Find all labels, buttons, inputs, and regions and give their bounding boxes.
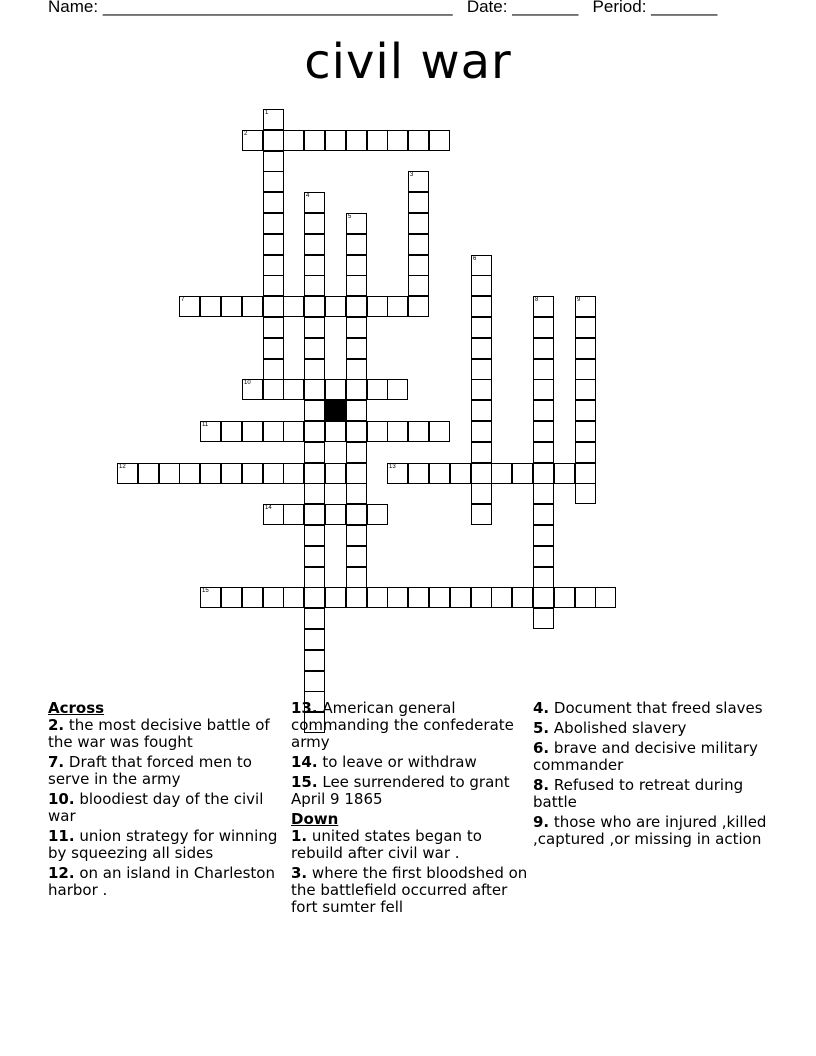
crossword-cell[interactable] bbox=[471, 504, 492, 525]
crossword-cell[interactable] bbox=[471, 587, 492, 608]
crossword-cell[interactable] bbox=[367, 130, 388, 151]
crossword-cell[interactable] bbox=[325, 504, 346, 525]
crossword-cell[interactable] bbox=[387, 379, 408, 400]
crossword-cell[interactable] bbox=[346, 483, 367, 504]
crossword-cell[interactable] bbox=[575, 483, 596, 504]
crossword-cell[interactable] bbox=[263, 213, 284, 234]
crossword-cell[interactable] bbox=[346, 359, 367, 380]
crossword-cell[interactable] bbox=[346, 338, 367, 359]
crossword-cell[interactable] bbox=[471, 275, 492, 296]
crossword-cell[interactable] bbox=[325, 587, 346, 608]
crossword-cell[interactable] bbox=[512, 463, 533, 484]
crossword-cell[interactable] bbox=[263, 109, 284, 130]
crossword-cell[interactable] bbox=[304, 255, 325, 276]
crossword-cell[interactable] bbox=[346, 275, 367, 296]
crossword-cell[interactable] bbox=[304, 629, 325, 650]
crossword-cell[interactable] bbox=[242, 296, 263, 317]
crossword-cell[interactable] bbox=[263, 317, 284, 338]
crossword-cell[interactable] bbox=[533, 546, 554, 567]
crossword-cell[interactable] bbox=[283, 587, 304, 608]
crossword-cell[interactable] bbox=[283, 463, 304, 484]
clue-across-12: 12. on an island in Charleston harbor . bbox=[48, 864, 275, 899]
clue-number-label: 5 bbox=[348, 214, 352, 220]
crossword-cell[interactable] bbox=[325, 379, 346, 400]
crossword-cell[interactable] bbox=[575, 587, 596, 608]
clue-number-label: 14 bbox=[265, 505, 272, 511]
crossword-cell[interactable] bbox=[408, 421, 429, 442]
crossword-cell[interactable] bbox=[221, 463, 242, 484]
crossword-cell[interactable] bbox=[471, 400, 492, 421]
crossword-cell[interactable] bbox=[346, 525, 367, 546]
crossword-cell[interactable] bbox=[346, 296, 367, 317]
clues-column-3 bbox=[533, 700, 773, 851]
clue-number-label: 10 bbox=[244, 380, 251, 386]
crossword-cell[interactable] bbox=[429, 463, 450, 484]
crossword-cell[interactable] bbox=[304, 463, 325, 484]
crossword-cell[interactable] bbox=[367, 587, 388, 608]
crossword-cell[interactable] bbox=[304, 546, 325, 567]
crossword-cell[interactable] bbox=[346, 379, 367, 400]
crossword-cell[interactable] bbox=[200, 463, 221, 484]
clue-across-10: 10. bloodiest day of the civil war bbox=[48, 790, 264, 825]
crossword-cell[interactable] bbox=[554, 587, 575, 608]
crossword-cell[interactable] bbox=[367, 296, 388, 317]
crossword-cell[interactable] bbox=[304, 483, 325, 504]
clue-across-13: 13. American general commanding the confederate army bbox=[291, 699, 514, 751]
crossword-cell[interactable] bbox=[575, 317, 596, 338]
clue-down-3: 3. where the first bloodshed on the battlefield occurred after fort sumter fell bbox=[291, 864, 528, 916]
crossword-cell[interactable] bbox=[595, 587, 616, 608]
crossword-cell[interactable] bbox=[387, 421, 408, 442]
crossword-cell[interactable] bbox=[533, 587, 554, 608]
crossword-cell[interactable] bbox=[263, 192, 284, 213]
crossword-cell[interactable] bbox=[367, 421, 388, 442]
crossword-cell[interactable] bbox=[387, 463, 408, 484]
clue-number-label: 3 bbox=[410, 172, 414, 178]
crossword-cell[interactable] bbox=[533, 463, 554, 484]
crossword-cell[interactable] bbox=[471, 359, 492, 380]
crossword-cell[interactable] bbox=[304, 671, 325, 692]
crossword-cell[interactable] bbox=[263, 171, 284, 192]
crossword-cell[interactable] bbox=[533, 504, 554, 525]
crossword-cell[interactable] bbox=[346, 255, 367, 276]
clue-number-label: 11 bbox=[202, 422, 209, 428]
crossword-black-square bbox=[325, 400, 346, 421]
crossword-cell[interactable] bbox=[408, 275, 429, 296]
crossword-cell[interactable] bbox=[408, 463, 429, 484]
crossword-cell[interactable] bbox=[304, 608, 325, 629]
crossword-cell[interactable] bbox=[533, 296, 554, 317]
name-label: Name: bbox=[48, 0, 99, 16]
crossword-cell[interactable] bbox=[283, 379, 304, 400]
clue-down-1: 1. united states began to rebuild after civil war . bbox=[291, 827, 482, 862]
crossword-cell[interactable] bbox=[387, 130, 408, 151]
crossword-cell[interactable] bbox=[346, 463, 367, 484]
crossword-cell[interactable] bbox=[533, 338, 554, 359]
crossword-cell[interactable] bbox=[283, 504, 304, 525]
crossword-cell[interactable] bbox=[263, 587, 284, 608]
crossword-cell[interactable] bbox=[533, 525, 554, 546]
crossword-cell[interactable] bbox=[575, 400, 596, 421]
crossword-cell[interactable] bbox=[304, 213, 325, 234]
crossword-cell[interactable] bbox=[346, 587, 367, 608]
crossword-cell[interactable] bbox=[179, 296, 200, 317]
crossword-cell[interactable] bbox=[346, 400, 367, 421]
crossword-cell[interactable] bbox=[533, 442, 554, 463]
crossword-cell[interactable] bbox=[325, 296, 346, 317]
clue-across-2: 2. the most decisive battle of the war was fought bbox=[48, 716, 270, 751]
clues-column-2 bbox=[291, 700, 529, 919]
crossword-cell[interactable] bbox=[283, 130, 304, 151]
crossword-cell[interactable] bbox=[263, 338, 284, 359]
crossword-cell[interactable] bbox=[533, 400, 554, 421]
crossword-cell[interactable] bbox=[304, 275, 325, 296]
crossword-cell[interactable] bbox=[263, 234, 284, 255]
clue-number-label: 8 bbox=[535, 297, 539, 303]
crossword-cell[interactable] bbox=[221, 421, 242, 442]
crossword-cell[interactable] bbox=[429, 421, 450, 442]
clue-across-15: 15. Lee surrendered to grant April 9 1865 bbox=[291, 773, 510, 808]
crossword-cell[interactable] bbox=[221, 587, 242, 608]
clue-number-label: 1 bbox=[265, 110, 269, 116]
crossword-cell[interactable] bbox=[346, 317, 367, 338]
down-heading: Down bbox=[291, 810, 339, 828]
name-blank[interactable]: _____________________________________ bbox=[102, 0, 453, 16]
crossword-cell[interactable] bbox=[575, 379, 596, 400]
crossword-cell[interactable] bbox=[429, 587, 450, 608]
crossword-cell[interactable] bbox=[304, 296, 325, 317]
crossword-cell[interactable] bbox=[263, 151, 284, 172]
crossword-cell[interactable] bbox=[408, 255, 429, 276]
crossword-cell[interactable] bbox=[325, 463, 346, 484]
crossword-cell[interactable] bbox=[575, 421, 596, 442]
crossword-cell[interactable] bbox=[263, 504, 284, 525]
crossword-cell[interactable] bbox=[200, 296, 221, 317]
crossword-cell[interactable] bbox=[575, 338, 596, 359]
crossword-cell[interactable] bbox=[408, 234, 429, 255]
clue-number-label: 6 bbox=[473, 256, 477, 262]
crossword-cell[interactable] bbox=[304, 234, 325, 255]
clue-number-label: 9 bbox=[577, 297, 581, 303]
crossword-cell[interactable] bbox=[471, 317, 492, 338]
crossword-cell[interactable] bbox=[575, 442, 596, 463]
crossword-cell[interactable] bbox=[346, 442, 367, 463]
crossword-cell[interactable] bbox=[471, 338, 492, 359]
crossword-cell[interactable] bbox=[512, 587, 533, 608]
crossword-cell[interactable] bbox=[304, 504, 325, 525]
crossword-cell[interactable] bbox=[304, 317, 325, 338]
crossword-cell[interactable] bbox=[200, 587, 221, 608]
crossword-cell[interactable] bbox=[263, 255, 284, 276]
crossword-cell[interactable] bbox=[387, 587, 408, 608]
crossword-cell[interactable] bbox=[263, 275, 284, 296]
crossword-cell[interactable] bbox=[304, 130, 325, 151]
crossword-cell[interactable] bbox=[471, 255, 492, 276]
crossword-cell[interactable] bbox=[325, 130, 346, 151]
crossword-cell[interactable] bbox=[304, 379, 325, 400]
crossword-cell[interactable] bbox=[533, 359, 554, 380]
crossword-cell[interactable] bbox=[471, 296, 492, 317]
clue-number-label: 7 bbox=[181, 297, 185, 303]
crossword-cell[interactable] bbox=[304, 650, 325, 671]
crossword-cell[interactable] bbox=[346, 567, 367, 588]
crossword-cell[interactable] bbox=[304, 400, 325, 421]
crossword-cell[interactable] bbox=[387, 296, 408, 317]
clue-number-label: 2 bbox=[244, 131, 248, 137]
crossword-cell[interactable] bbox=[159, 463, 180, 484]
crossword-cell[interactable] bbox=[346, 213, 367, 234]
crossword-cell[interactable] bbox=[263, 130, 284, 151]
crossword-cell[interactable] bbox=[242, 130, 263, 151]
crossword-cell[interactable] bbox=[283, 296, 304, 317]
crossword-cell[interactable] bbox=[263, 359, 284, 380]
crossword-cell[interactable] bbox=[304, 338, 325, 359]
crossword-cell[interactable] bbox=[304, 359, 325, 380]
crossword-cell[interactable] bbox=[408, 296, 429, 317]
clue-number-label: 12 bbox=[119, 464, 126, 470]
crossword-cell[interactable] bbox=[471, 421, 492, 442]
crossword-cell[interactable] bbox=[471, 379, 492, 400]
crossword-cell[interactable] bbox=[263, 296, 284, 317]
clue-number-label: 15 bbox=[202, 588, 209, 594]
crossword-cell[interactable] bbox=[117, 463, 138, 484]
crossword-cell[interactable] bbox=[304, 421, 325, 442]
crossword-cell[interactable] bbox=[346, 546, 367, 567]
crossword-cell[interactable] bbox=[450, 587, 471, 608]
crossword-cell[interactable] bbox=[304, 567, 325, 588]
crossword-cell[interactable] bbox=[346, 234, 367, 255]
clue-number-label: 13 bbox=[389, 464, 396, 470]
crossword-cell[interactable] bbox=[408, 213, 429, 234]
crossword-cell[interactable] bbox=[471, 463, 492, 484]
date-label: Date: bbox=[466, 0, 508, 16]
crossword-cell[interactable] bbox=[367, 504, 388, 525]
crossword-cell[interactable] bbox=[408, 192, 429, 213]
date-blank[interactable]: _______ bbox=[512, 0, 579, 16]
page-title: civil war bbox=[304, 34, 512, 90]
crossword-cell[interactable] bbox=[304, 192, 325, 213]
clue-down-9: 9. those who are injured ,killed ,captured ,or missing in action bbox=[533, 813, 767, 848]
crossword-cell[interactable] bbox=[491, 587, 512, 608]
crossword-cell[interactable] bbox=[179, 463, 200, 484]
crossword-cell[interactable] bbox=[242, 587, 263, 608]
crossword-cell[interactable] bbox=[367, 379, 388, 400]
crossword-cell[interactable] bbox=[263, 421, 284, 442]
period-blank[interactable]: _______ bbox=[651, 0, 718, 16]
clue-down-4: 4. Document that freed slaves bbox=[533, 699, 763, 717]
crossword-cell[interactable] bbox=[533, 421, 554, 442]
crossword-cell[interactable] bbox=[575, 463, 596, 484]
crossword-cell[interactable] bbox=[575, 296, 596, 317]
crossword-cell[interactable] bbox=[533, 567, 554, 588]
crossword-cell[interactable] bbox=[450, 463, 471, 484]
across-heading: Across bbox=[48, 699, 105, 717]
crossword-cell[interactable] bbox=[242, 463, 263, 484]
crossword-cell[interactable] bbox=[346, 504, 367, 525]
clue-across-11: 11. union strategy for winning by squeezing all sides bbox=[48, 827, 278, 862]
clue-down-5: 5. Abolished slavery bbox=[533, 719, 687, 737]
crossword-cell[interactable] bbox=[242, 379, 263, 400]
clue-across-14: 14. to leave or withdraw bbox=[291, 753, 477, 771]
crossword-cell[interactable] bbox=[471, 442, 492, 463]
crossword-cell[interactable] bbox=[471, 483, 492, 504]
clue-across-7: 7. Draft that forced men to serve in the army bbox=[48, 753, 252, 788]
clue-number-label: 4 bbox=[306, 193, 310, 199]
crossword-cell[interactable] bbox=[533, 608, 554, 629]
clues-column-1 bbox=[48, 700, 288, 902]
crossword-cell[interactable] bbox=[263, 379, 284, 400]
crossword-cell[interactable] bbox=[533, 379, 554, 400]
crossword-cell[interactable] bbox=[346, 130, 367, 151]
clue-down-8: 8. Refused to retreat during battle bbox=[533, 776, 744, 811]
crossword-cell[interactable] bbox=[138, 463, 159, 484]
crossword-cell[interactable] bbox=[242, 421, 263, 442]
crossword-cell[interactable] bbox=[221, 296, 242, 317]
crossword-cell[interactable] bbox=[554, 463, 575, 484]
crossword-cell[interactable] bbox=[304, 442, 325, 463]
clue-down-6: 6. brave and decisive military commander bbox=[533, 739, 758, 774]
crossword-cell[interactable] bbox=[533, 317, 554, 338]
crossword-cell[interactable] bbox=[429, 130, 450, 151]
crossword-cell[interactable] bbox=[408, 587, 429, 608]
crossword-cell[interactable] bbox=[491, 463, 512, 484]
crossword-cell[interactable] bbox=[533, 483, 554, 504]
crossword-cell[interactable] bbox=[283, 421, 304, 442]
crossword-cell[interactable] bbox=[304, 525, 325, 546]
crossword-cell[interactable] bbox=[346, 421, 367, 442]
crossword-cell[interactable] bbox=[325, 421, 346, 442]
crossword-cell[interactable] bbox=[408, 130, 429, 151]
crossword-cell[interactable] bbox=[200, 421, 221, 442]
crossword-cell[interactable] bbox=[575, 359, 596, 380]
crossword-cell[interactable] bbox=[304, 587, 325, 608]
period-label: Period: bbox=[592, 0, 647, 16]
crossword-cell[interactable] bbox=[263, 463, 284, 484]
crossword-cell[interactable] bbox=[408, 171, 429, 192]
